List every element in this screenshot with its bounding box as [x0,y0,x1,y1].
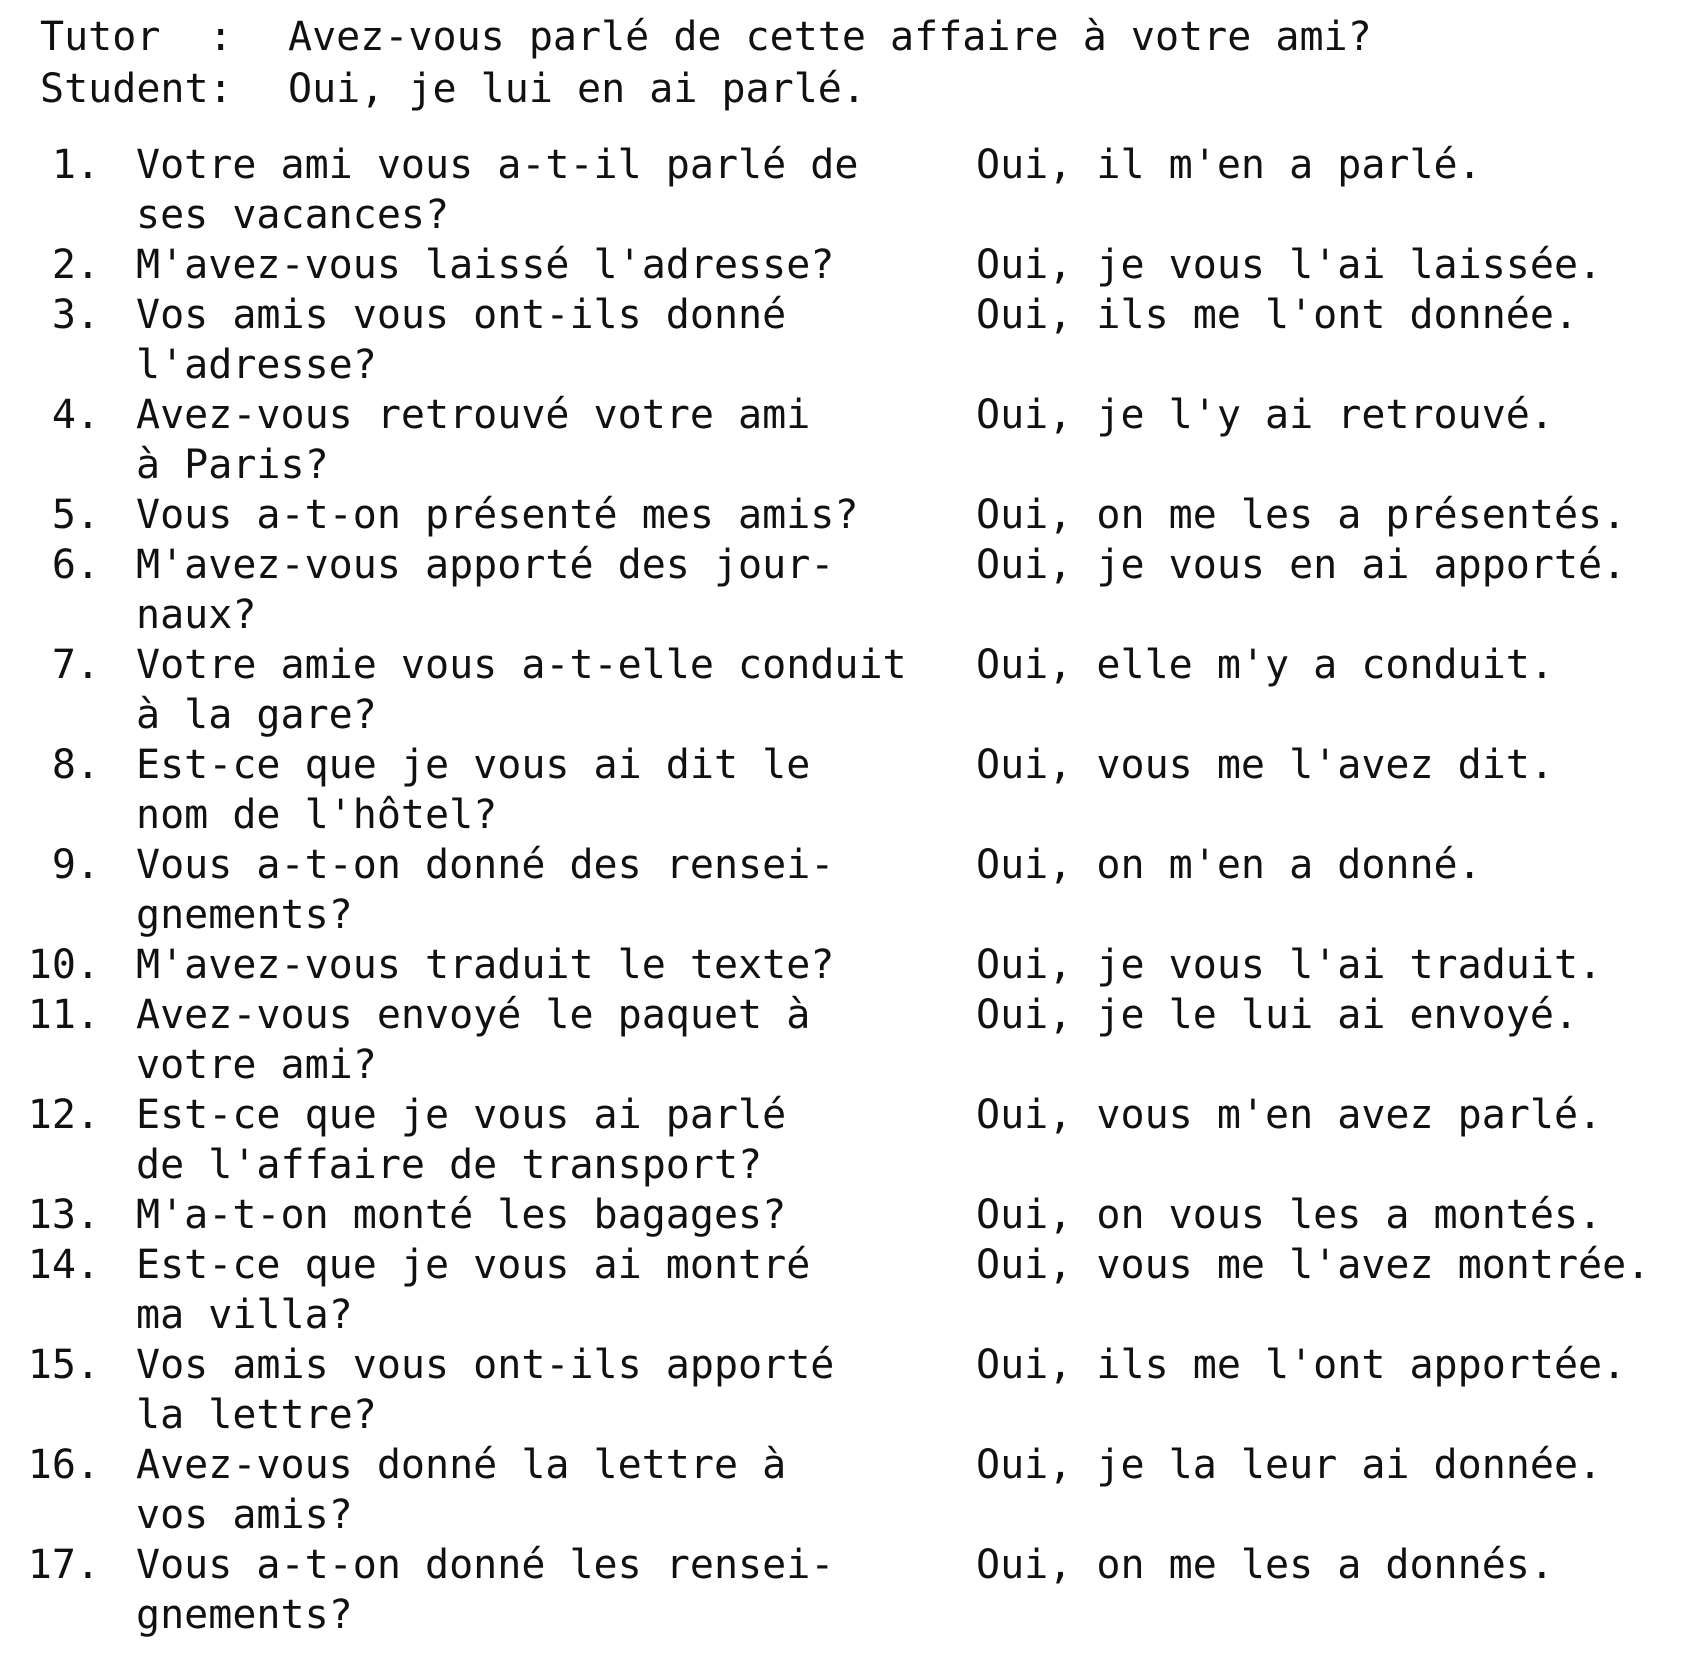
item-number: 12. [27,1092,100,1138]
item-number: 13. [27,1192,100,1238]
item-prompt: M'avez-vous apporté des jour- naux? [136,542,835,638]
drill-item [10,840,1690,940]
item-number: 5. [51,492,100,538]
drill-item [10,1190,1690,1240]
item-prompt: Vos amis vous ont-ils donné l'adresse? [136,292,787,388]
drill-list [10,140,1690,1640]
tutor-text: Avez-vous parlé de cette affaire à votre ami? [288,14,1372,60]
student-line [40,64,1372,116]
tutor-label: Tutor : [40,14,233,60]
student-text: Oui, je lui en ai parlé. [288,66,866,112]
item-number: 2. [51,242,100,288]
item-response: Oui, on vous les a montés. [976,1192,1603,1238]
drill-item [10,740,1690,840]
item-response: Oui, il m'en a parlé. [976,142,1482,188]
item-number: 8. [51,742,100,788]
item-number: 9. [51,842,100,888]
student-label: Student: [40,66,233,112]
item-number: 10. [27,942,100,988]
drill-item [10,1090,1690,1190]
drill-item [10,1440,1690,1540]
item-number: 14. [27,1242,100,1288]
drill-item [10,540,1690,640]
tutor-line [40,12,1372,64]
drill-item [10,1240,1690,1340]
item-prompt: Vous a-t-on donné des rensei- gnements? [136,842,835,938]
drill-item [10,640,1690,740]
drill-item [10,290,1690,390]
drill-item [10,940,1690,990]
item-response: Oui, ils me l'ont donnée. [976,292,1579,338]
item-prompt: Vous a-t-on présenté mes amis? [136,492,859,538]
item-prompt: Avez-vous retrouvé votre ami à Paris? [136,392,811,488]
item-number: 6. [51,542,100,588]
item-response: Oui, elle m'y a conduit. [976,642,1554,688]
item-response: Oui, je vous en ai apporté. [976,542,1627,588]
item-number: 11. [27,992,100,1038]
item-response: Oui, je l'y ai retrouvé. [976,392,1554,438]
drill-item [10,140,1690,240]
item-prompt: Est-ce que je vous ai montré ma villa? [136,1242,811,1338]
item-prompt: Vous a-t-on donné les rensei- gnements? [136,1542,835,1638]
item-response: Oui, vous me l'avez montrée. [976,1242,1651,1288]
item-prompt: Avez-vous envoyé le paquet à votre ami? [136,992,811,1088]
item-response: Oui, je le lui ai envoyé. [976,992,1579,1038]
drill-item [10,990,1690,1090]
item-prompt: Votre amie vous a-t-elle conduit à la gare? [136,642,907,738]
item-prompt: M'avez-vous traduit le texte? [136,942,835,988]
item-prompt: Vos amis vous ont-ils apporté la lettre? [136,1342,835,1438]
drill-item [10,490,1690,540]
drill-item [10,1340,1690,1440]
item-number: 17. [27,1542,100,1588]
drill-item [10,1540,1690,1640]
item-number: 7. [51,642,100,688]
item-response: Oui, on me les a présentés. [976,492,1627,538]
item-number: 3. [51,292,100,338]
drill-item [10,240,1690,290]
item-response: Oui, vous m'en avez parlé. [976,1092,1603,1138]
example-block [40,12,1372,116]
item-prompt: M'avez-vous laissé l'adresse? [136,242,835,288]
item-response: Oui, on me les a donnés. [976,1542,1554,1588]
item-prompt: Votre ami vous a-t-il parlé de ses vacances? [136,142,859,238]
drill-item [10,390,1690,490]
item-prompt: Est-ce que je vous ai dit le nom de l'hôtel? [136,742,811,838]
item-response: Oui, vous me l'avez dit. [976,742,1554,788]
item-response: Oui, je vous l'ai laissée. [976,242,1603,288]
item-response: Oui, on m'en a donné. [976,842,1482,888]
item-number: 1. [51,142,100,188]
item-response: Oui, je vous l'ai traduit. [976,942,1603,988]
item-number: 15. [27,1342,100,1388]
item-prompt: M'a-t-on monté les bagages? [136,1192,787,1238]
item-number: 16. [27,1442,100,1488]
item-prompt: Avez-vous donné la lettre à vos amis? [136,1442,787,1538]
item-response: Oui, je la leur ai donnée. [976,1442,1603,1488]
item-response: Oui, ils me l'ont apportée. [976,1342,1627,1388]
item-prompt: Est-ce que je vous ai parlé de l'affaire de transport? [136,1092,787,1188]
item-number: 4. [51,392,100,438]
